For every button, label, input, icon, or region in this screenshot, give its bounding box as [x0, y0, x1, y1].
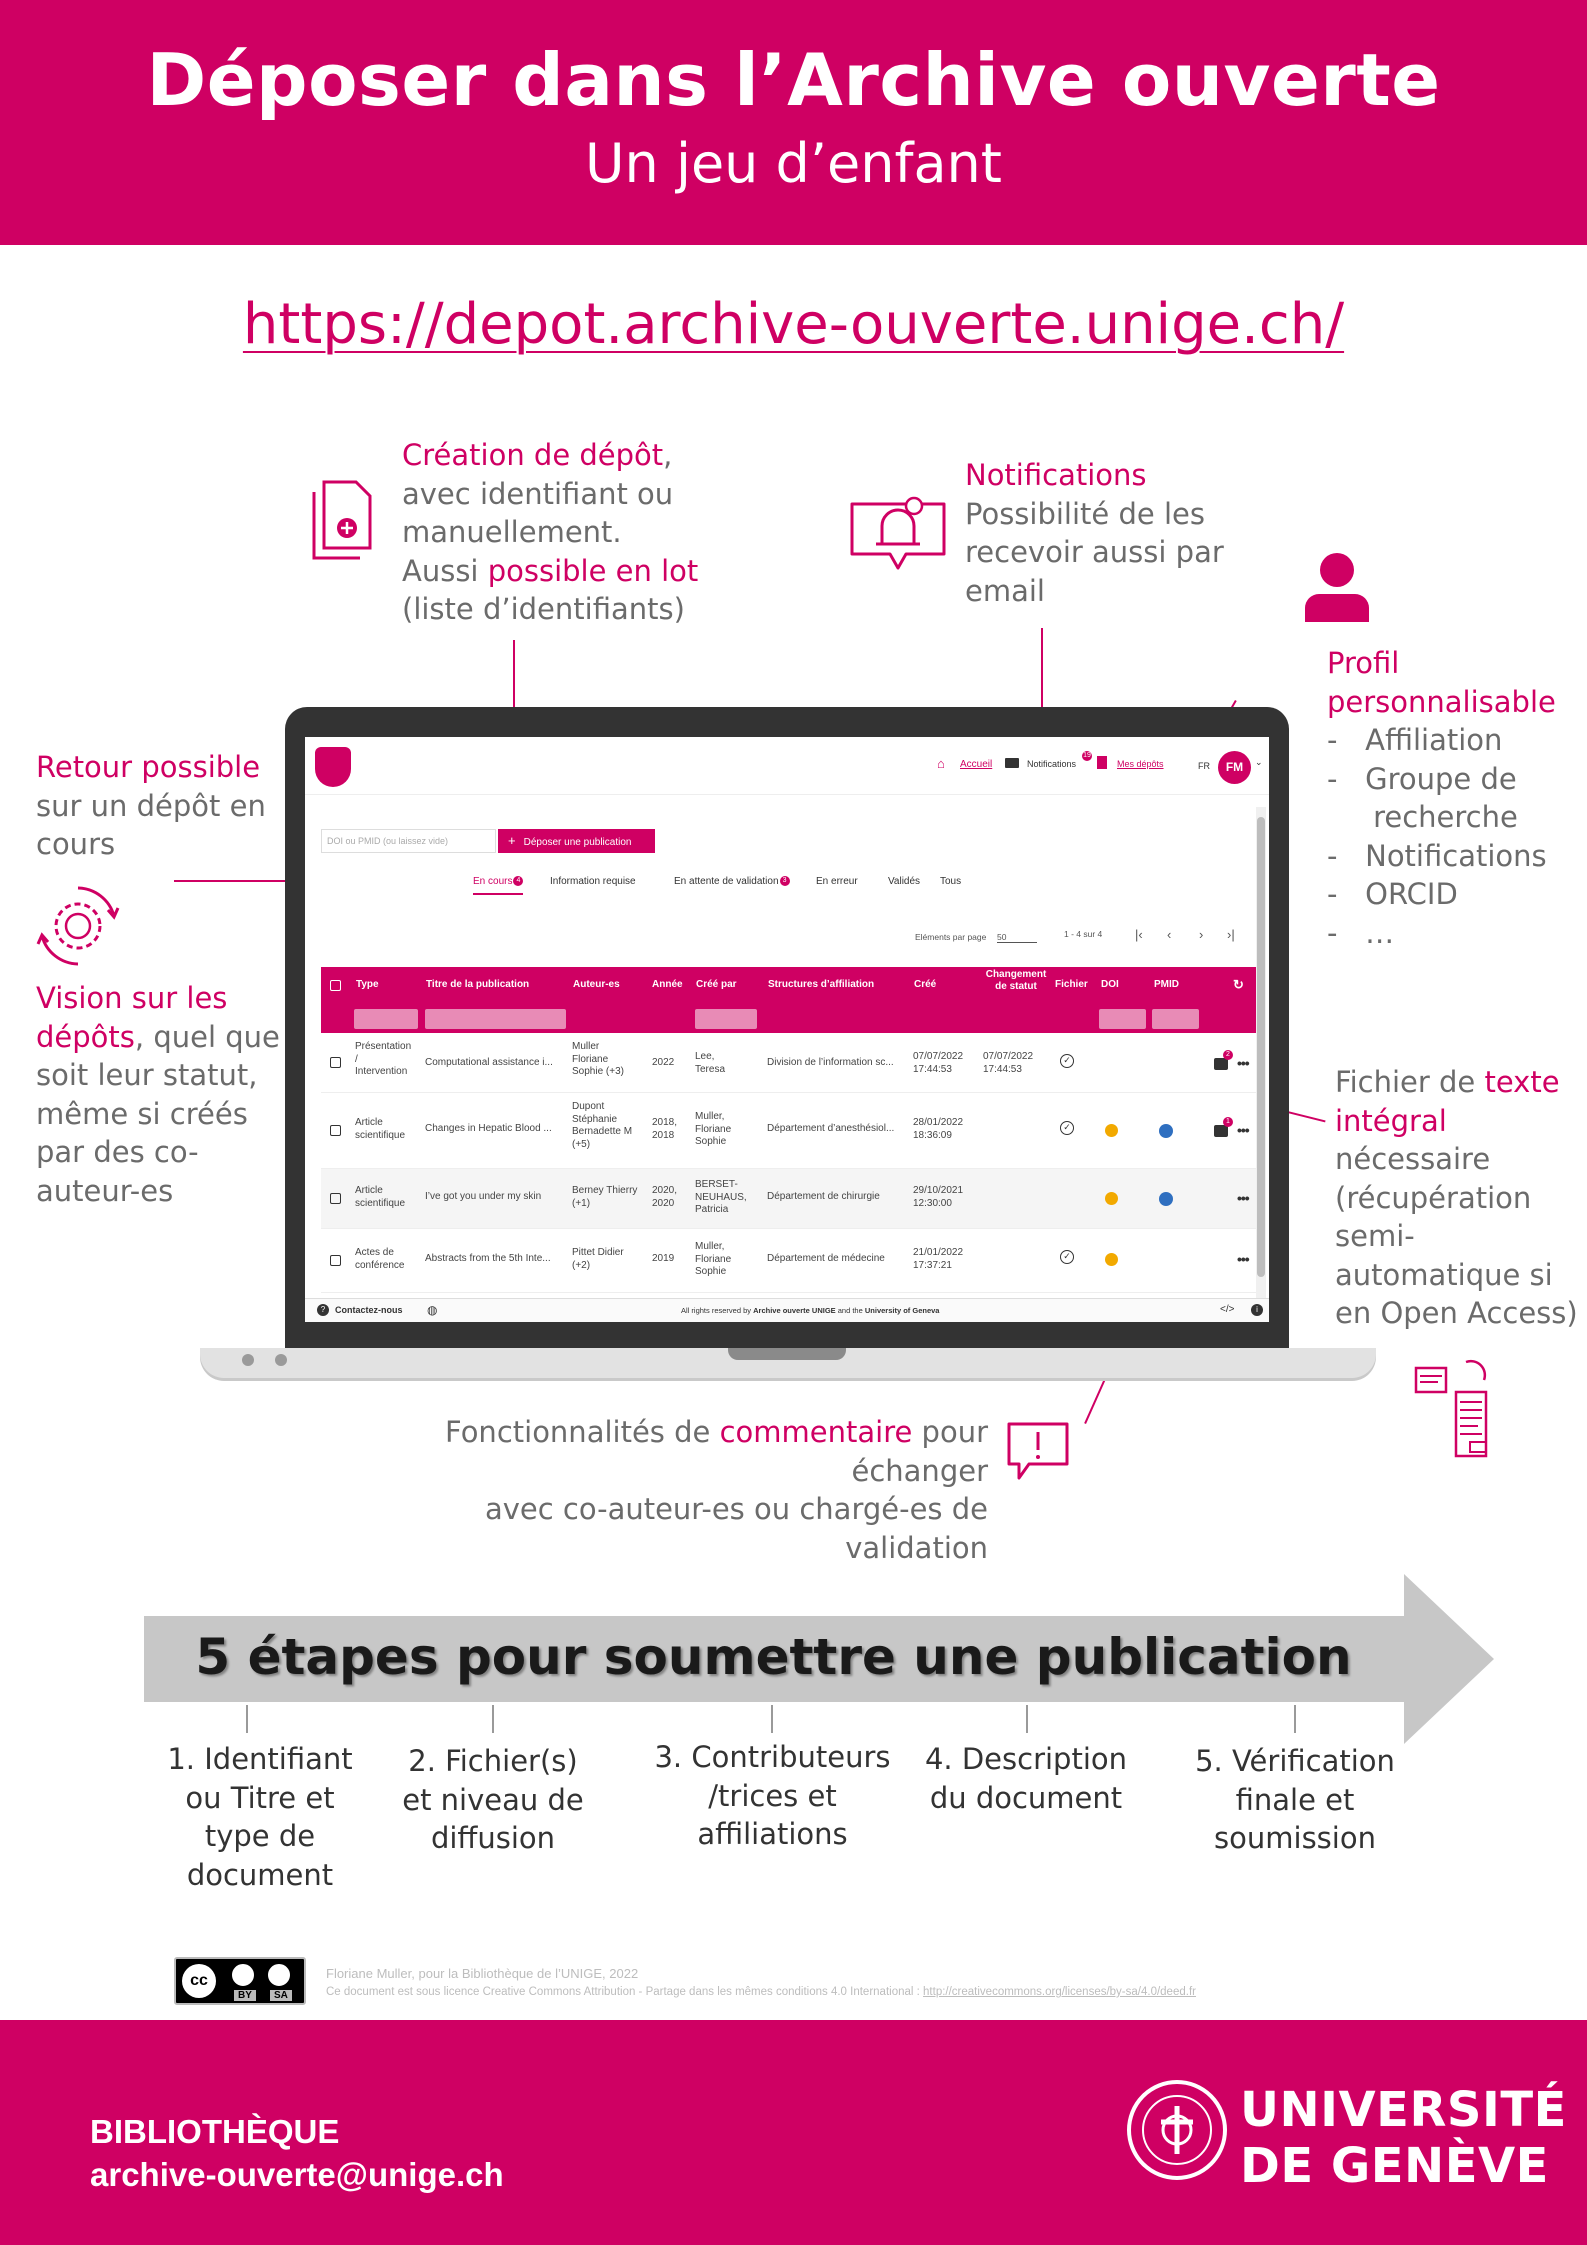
- rights-text: All rights reserved by Archive ouverte UNIGE and the University of Geneva: [681, 1306, 940, 1315]
- contact-link[interactable]: Contactez-nous: [335, 1305, 403, 1315]
- laptop-dot: [242, 1354, 254, 1366]
- user-profile-icon: [1302, 550, 1372, 622]
- vision-annotation: Vision sur les dépôts, quel que soit leur statut, même si créés par des co- auteur-es: [36, 981, 280, 1208]
- scrollbar-thumb[interactable]: [1257, 817, 1265, 1277]
- per-page-select[interactable]: 50: [997, 932, 1037, 943]
- app-topbar: [305, 737, 1269, 795]
- plus-icon: +: [508, 833, 516, 848]
- tab-en-erreur[interactable]: En erreur: [816, 876, 858, 887]
- row-authors: Berney Thierry (+1): [572, 1185, 638, 1209]
- row-structure: Département de médecine: [767, 1253, 885, 1264]
- file-check-icon: ✓: [1060, 1054, 1074, 1068]
- nav-notifications[interactable]: Notifications: [1027, 759, 1077, 769]
- title-filter[interactable]: [425, 1009, 566, 1029]
- col-structures[interactable]: Structures d’affiliation: [768, 979, 875, 990]
- col-auteurs[interactable]: Auteur-es: [573, 979, 620, 990]
- comment-alert-icon: [1005, 1420, 1071, 1482]
- first-page-icon[interactable]: |‹: [1135, 927, 1143, 942]
- pubmed-icon[interactable]: [1159, 1124, 1173, 1138]
- pager-range: 1 - 4 sur 4: [1064, 929, 1103, 939]
- step-5: 5. Vérification finale et soumission: [1195, 1744, 1395, 1855]
- app-screenshot: [305, 737, 1269, 1322]
- col-cree-par[interactable]: Créé par: [696, 979, 737, 990]
- created-by-filter[interactable]: [695, 1009, 757, 1029]
- cc-logo-icon: cc: [182, 1964, 216, 1998]
- col-pmid[interactable]: PMID: [1154, 979, 1179, 990]
- col-cree[interactable]: Créé: [914, 979, 937, 990]
- col-fichier[interactable]: Fichier: [1055, 979, 1088, 990]
- row-year: 2020, 2020: [652, 1185, 678, 1209]
- row-year: 2018, 2018: [652, 1117, 678, 1141]
- row-type: Article scientifique: [355, 1185, 406, 1209]
- bell-notification-icon: [848, 488, 948, 578]
- creation-title: Création de dépôt: [402, 438, 664, 472]
- footer-banner: [0, 2020, 1587, 2245]
- row-authors: Muller Floriane Sophie (+3): [572, 1041, 624, 1077]
- info-icon[interactable]: i: [1251, 1304, 1263, 1316]
- open-access-icon[interactable]: [1105, 1253, 1118, 1266]
- laptop-notch: [728, 1348, 846, 1360]
- laptop-dot: [275, 1354, 287, 1366]
- col-annee[interactable]: Année: [652, 979, 683, 990]
- row-title[interactable]: I’ve got you under my skin: [425, 1191, 542, 1202]
- col-type[interactable]: Type: [356, 979, 379, 990]
- steps-title: 5 étapes pour soumettre une publication: [195, 1628, 1352, 1686]
- row-type: Article scientifique: [355, 1117, 406, 1141]
- row-title[interactable]: Abstracts from the 5th Inte...: [425, 1253, 551, 1264]
- row-authors: Pittet Didier (+2): [572, 1247, 624, 1271]
- language-globe-icon[interactable]: ◍: [427, 1303, 438, 1317]
- last-page-icon[interactable]: ›|: [1227, 927, 1235, 942]
- col-doi[interactable]: DOI: [1101, 979, 1119, 990]
- deposit-publication-button[interactable]: + Déposer une publication: [498, 829, 655, 853]
- row-authors: Dupont Stéphanie Bernadette M (+5): [572, 1101, 633, 1150]
- fichier-annotation: Fichier de texte intégral nécessaire (récupération semi- automatique si en Open Access): [1335, 1065, 1578, 1330]
- tab-en-attente[interactable]: En attente de validation 3: [674, 876, 790, 887]
- step-tick: [1026, 1705, 1028, 1733]
- doi-filter[interactable]: [1099, 1009, 1146, 1029]
- row-changed: 07/07/2022 17:44:53: [983, 1051, 1034, 1075]
- step-tick: [246, 1705, 248, 1733]
- sa-icon: [266, 1962, 292, 1988]
- pmid-filter[interactable]: [1152, 1009, 1199, 1029]
- row-title[interactable]: Computational assistance i...: [425, 1057, 553, 1068]
- license-link[interactable]: http://creativecommons.org/licenses/by-sa/4.0/deed.fr: [923, 1986, 1196, 1998]
- header-banner: [0, 0, 1587, 245]
- row-year: 2019: [652, 1253, 675, 1264]
- home-icon: ⌂: [937, 756, 945, 771]
- university-seal-logo: [1127, 2080, 1227, 2180]
- row-created-by: Muller, Floriane Sophie: [695, 1241, 732, 1277]
- cc-by-sa-badge[interactable]: cc BY SA: [174, 1957, 306, 2005]
- col-changement[interactable]: Changement de statut: [985, 969, 1047, 992]
- more-actions-icon[interactable]: •••: [1237, 1251, 1249, 1267]
- next-page-icon[interactable]: ›: [1199, 927, 1204, 942]
- row-created: 07/07/2022 17:44:53: [913, 1051, 964, 1075]
- language-switch[interactable]: FR: [1198, 761, 1210, 771]
- step-2: 2. Fichier(s) et niveau de diffusion: [402, 1744, 584, 1855]
- tab-tous[interactable]: Tous: [940, 876, 962, 887]
- doi-input[interactable]: DOI ou PMID (ou laissez vide): [321, 829, 496, 853]
- row-created: 28/01/2022 18:36:09: [913, 1117, 964, 1141]
- code-icon[interactable]: </>: [1220, 1304, 1235, 1315]
- credit-author: Floriane Muller, pour la Bibliothèque de l’UNIGE, 2022: [326, 1966, 639, 1981]
- commentaire-annotation: Fonctionnalités de commentaire pour échanger avec co-auteur-es ou chargé-es de validation: [445, 1415, 988, 1565]
- step-4: 4. Description du document: [924, 1742, 1128, 1815]
- step-tick: [771, 1705, 773, 1733]
- table-row[interactable]: [321, 1093, 1257, 1169]
- open-access-icon[interactable]: [1105, 1192, 1118, 1205]
- row-created: 21/01/2022 17:37:21: [913, 1247, 964, 1271]
- tab-en-cours[interactable]: En cours 4: [473, 876, 523, 895]
- file-check-icon: ✓: [1060, 1250, 1074, 1264]
- contact-email[interactable]: archive-ouverte@unige.ch: [90, 2156, 504, 2193]
- step-1: 1. Identifiant ou Titre et type de document: [167, 1742, 353, 1892]
- retour-annotation: Retour possible sur un dépôt en cours: [36, 750, 266, 861]
- mail-icon: [1005, 758, 1019, 768]
- more-actions-icon[interactable]: •••: [1237, 1122, 1249, 1138]
- creation-annotation: Création de dépôt, avec identifiant ou manuellement. Aussi possible en lot (liste d’identifiants): [402, 438, 699, 626]
- comment-count: 2: [1223, 1050, 1233, 1060]
- comment-count: 1: [1223, 1117, 1233, 1127]
- col-titre[interactable]: Titre de la publication: [426, 979, 530, 990]
- prev-page-icon[interactable]: ‹: [1167, 927, 1172, 942]
- gear-refresh-icon: [36, 884, 120, 968]
- more-actions-icon[interactable]: •••: [1237, 1190, 1249, 1206]
- type-filter[interactable]: [354, 1009, 418, 1029]
- row-structure: Département de chirurgie: [767, 1191, 880, 1202]
- row-title[interactable]: Changes in Hepatic Blood ...: [425, 1123, 552, 1134]
- refresh-icon[interactable]: ↻: [1233, 977, 1244, 992]
- document-sync-icon: [1410, 1352, 1506, 1460]
- row-structure: Division de l’information sc...: [767, 1057, 894, 1068]
- app-footer: [305, 1298, 1269, 1322]
- row-created: 29/10/2021 12:30:00: [913, 1185, 964, 1209]
- row-type: Actes de conférence: [355, 1247, 405, 1271]
- row-structure: Département d’anesthésiol...: [767, 1123, 895, 1134]
- page-subtitle: Un jeu d’enfant: [585, 132, 1002, 195]
- footer-contact: [90, 2110, 504, 2196]
- tab-valides[interactable]: Validés: [888, 876, 921, 887]
- row-checkbox[interactable]: [330, 1255, 341, 1266]
- by-icon: [230, 1962, 256, 1988]
- document-icon: [1097, 756, 1107, 769]
- nav-accueil[interactable]: Accueil: [960, 759, 993, 770]
- step-tick: [1294, 1705, 1296, 1733]
- row-year: 2022: [652, 1057, 675, 1068]
- row-checkbox[interactable]: [330, 1193, 341, 1204]
- nav-mes-depots[interactable]: Mes dépôts: [1117, 759, 1164, 769]
- open-access-icon[interactable]: [1105, 1124, 1118, 1137]
- app-logo[interactable]: [315, 747, 351, 787]
- per-page-label: Eléments par page: [915, 932, 987, 942]
- table-row[interactable]: [321, 1033, 1257, 1093]
- select-all-checkbox[interactable]: [330, 980, 341, 991]
- row-created-by: BERSET- NEUHAUS, Patricia: [695, 1179, 747, 1215]
- table-row[interactable]: [321, 1229, 1257, 1293]
- table-row[interactable]: [321, 1169, 1257, 1229]
- notifications-annotation: Notifications Possibilité de les recevoir aussi par email: [965, 458, 1224, 608]
- university-name: UNIVERSITÉ DE GENÈVE: [1240, 2082, 1567, 2194]
- help-icon: ?: [317, 1304, 329, 1316]
- page-title: Déposer dans l’Archive ouverte: [146, 38, 1441, 122]
- tab-information-requise[interactable]: Information requise: [550, 876, 636, 887]
- table-header: [321, 967, 1257, 1033]
- row-created-by: Lee, Teresa: [695, 1051, 726, 1075]
- library-name: BIBLIOTHÈQUE: [90, 2113, 340, 2150]
- row-created-by: Muller, Floriane Sophie: [695, 1111, 732, 1147]
- document-add-icon: [308, 478, 382, 562]
- more-actions-icon[interactable]: •••: [1237, 1055, 1249, 1071]
- row-type: Présentation / Intervention: [355, 1041, 412, 1077]
- file-check-icon: ✓: [1060, 1121, 1074, 1135]
- row-checkbox[interactable]: [330, 1125, 341, 1136]
- row-checkbox[interactable]: [330, 1057, 341, 1068]
- step-3: 3. Contributeurs /trices et affiliations: [654, 1740, 891, 1851]
- step-tick: [492, 1705, 494, 1733]
- notifications-badge: 19: [1083, 752, 1091, 759]
- credit-license: Ce document est sous licence Creative Commons Attribution - Partage dans les mêmes conditions 4.0 International : http://creativecommons.org/licenses/by-sa/4.0/deed.fr: [326, 1986, 1196, 1998]
- pubmed-icon[interactable]: [1159, 1192, 1173, 1206]
- avatar[interactable]: FM: [1218, 751, 1251, 784]
- profil-annotation: Profil personnalisable - Affiliation - Groupe de recherche - Notifications - ORCID - …: [1327, 646, 1556, 950]
- deposit-url-link[interactable]: https://depot.archive-ouverte.unige.ch/: [242, 292, 1345, 357]
- chevron-down-icon[interactable]: ⌄: [1255, 757, 1263, 767]
